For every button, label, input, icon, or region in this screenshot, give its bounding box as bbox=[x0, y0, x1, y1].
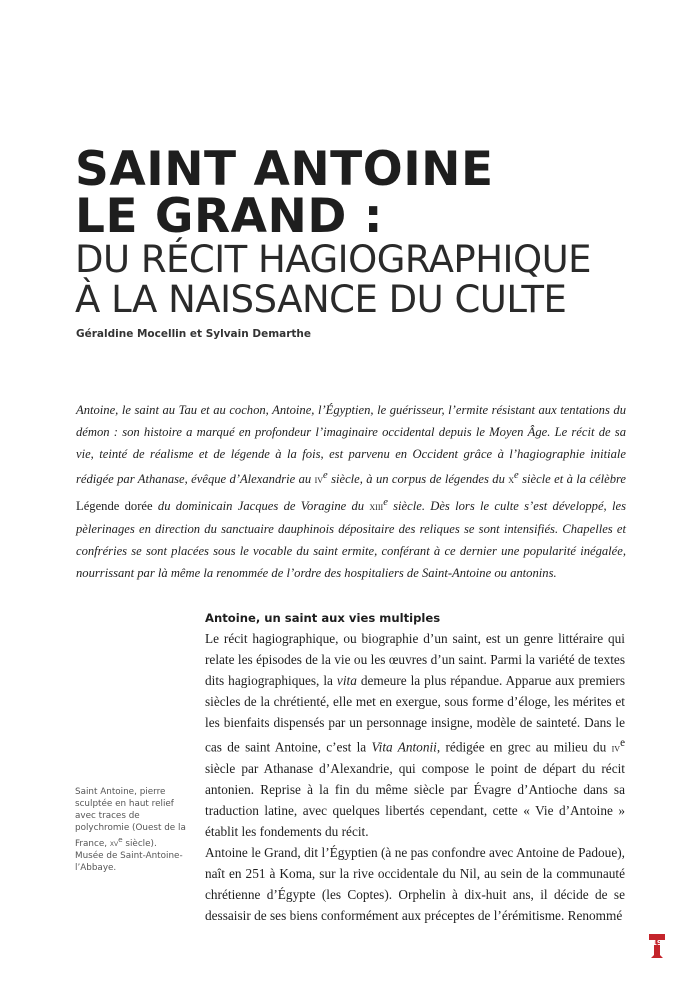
article-body bbox=[205, 608, 625, 926]
image-caption: Saint Antoine, pierre sculptée en haut relief avec traces de polychromie (Ouest de la France, $xv^e$ siècle). Musée de Saint-Antoine-l’Abbaye. bbox=[75, 787, 186, 873]
subtitle-line-2: À LA NAISSANCE DU CULTE bbox=[75, 278, 567, 321]
paragraph-2: Antoine le Grand, dit l’Égyptien (à ne pas confondre avec Antoine de Padoue), naît en 251 à Koma, sur la rive occidentale du Nil, au sein de la communauté chrétienne d’Égypte (les Coptes). Orphelin à dix-huit ans, il décide de se dessaisir de ses biens conformément aux préceptes de l’érémitisme. Renommé bbox=[205, 845, 625, 924]
title-line-1: SAINT ANTOINE bbox=[75, 142, 494, 197]
page-number: 19 bbox=[652, 939, 662, 947]
authors: Géraldine Mocellin et Sylvain Demarthe bbox=[76, 328, 312, 340]
section-heading: Antoine, un saint aux vies multiples bbox=[205, 611, 441, 625]
title-line-2: LE GRAND : bbox=[75, 189, 384, 244]
book-title: Légende dorée bbox=[76, 499, 153, 514]
article-title bbox=[75, 142, 655, 321]
paragraph-1: Le récit hagiographique, ou biographie d’un saint, est un genre littéraire qui relate les épisodes de la vie ou les œuvres d’un saint. Parmi la variété de textes dits hagiographiques, la vita demeure la plus répandue. Apparue aux premiers siècles de la chrétienté, elle met en exergue, sous forme d’éloge, les mérites et les bienfaits dispensés par un personnage insigne, modèle de sainteté. Dans le cas de saint Antoine, c’est la Vita Antonii, rédigée en grec au milieu du $iv^e$ siècle par Athanase d’Alexandrie, qui compose le point de départ du récit antonien. Reprise à la fin du même siècle par Évagre d’Antioche dans sa traduction latine, avec quelques libertés cependant, cette « Vie d’Antoine » établit les fondements du récit. bbox=[205, 631, 625, 840]
abstract: Antoine, le saint au Tau et au cochon, Antoine, l’Égyptien, le guérisseur, l’ermite résistant aux tentations du démon : son histoire a marqué en profondeur l’imaginaire occidental depuis le Moyen Âge. Le récit de sa vie, teinté de réalisme et de légende à la fois, est parvenu en Occident grâce à l’hagiographie initiale rédigée par Athanase, évêque d’Alexandrie au $iv^e$ siècle, à un corpus de légendes du $x^e$ siècle et à la célèbre Légende dorée du dominicain Jacques de Voragine du xiii$^e$ siècle. Dès lors le culte s’est développé, les pèlerinages en direction du sanctuaire dauphinois dépositaire des reliques se sont intensifiés. Chapelles et confréries se sont placées sous le vocable du saint ermite, conférant à ce dernier une popularité inégalée, nourrissant par là même la renommée de l’ordre des hospitaliers de Saint-Antoine ou antonins. bbox=[76, 403, 627, 580]
subtitle-line-1: DU RÉCIT HAGIOGRAPHIQUE bbox=[75, 238, 592, 281]
